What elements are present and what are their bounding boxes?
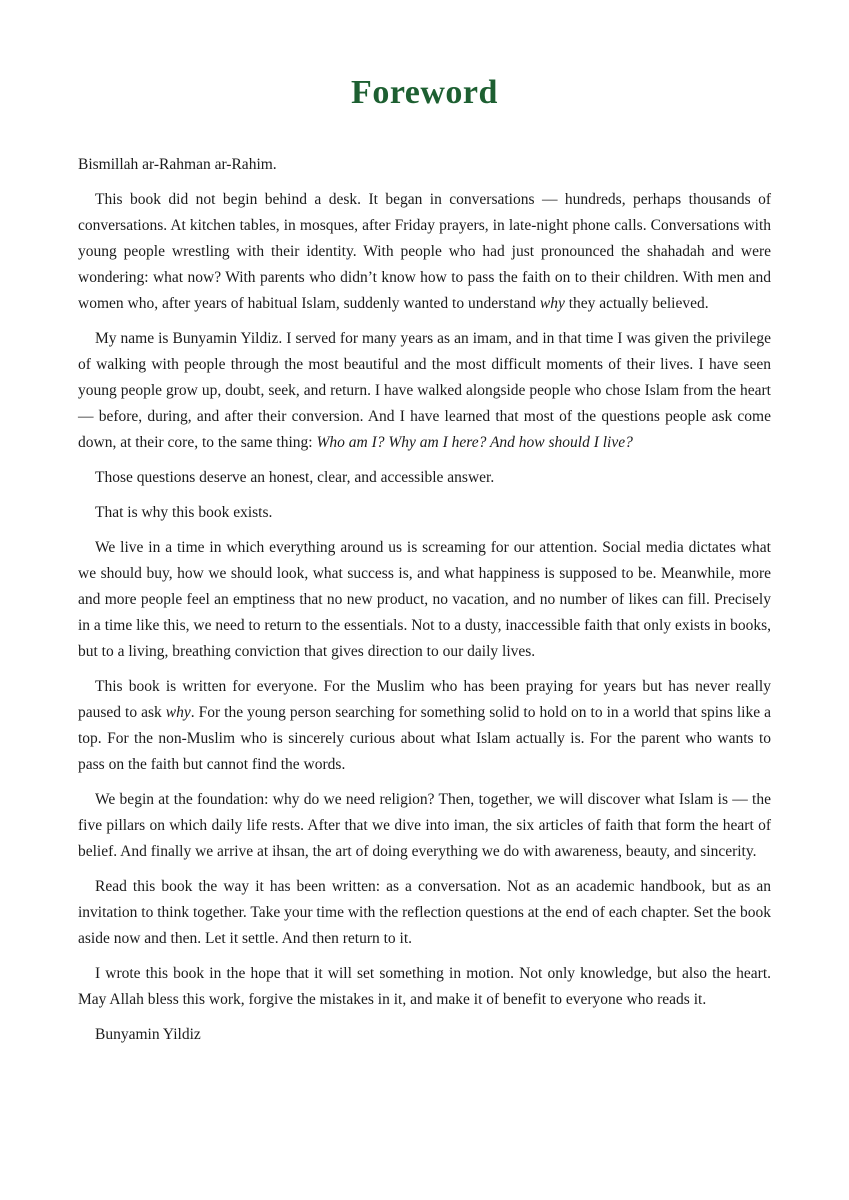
page-title: Foreword xyxy=(351,74,498,111)
paragraph xyxy=(78,874,771,952)
paragraphs xyxy=(78,187,771,1013)
author-signature: Bunyamin Yildiz xyxy=(95,1026,201,1043)
paragraph xyxy=(78,326,771,456)
paragraph xyxy=(78,465,771,491)
text-run: We begin at the foundation: why do we need religion? Then, together, we will discover what Islam is — the five pillars on which daily life rests. After that we dive into iman, the six articles of faith that form the heart of belief. And finally we arrive at ihsan, the art of doing everything we do with awareness, beauty, and sincerity. xyxy=(78,791,771,860)
italic-text-run: why xyxy=(165,704,191,721)
paragraph xyxy=(78,500,771,526)
italic-text-run: Who am I? Why am I here? And how should I live? xyxy=(316,434,633,451)
text-run: We live in a time in which everything around us is screaming for our attention. Social media dictates what we should buy, how we should look, what success is, and what happiness is supposed to be. Meanwhile, more and more people feel an emptiness that no new product, no vacation, and no number of likes can fill. Precisely in a time like this, we need to return to the essentials. Not to a dusty, inaccessible faith that only exists in books, but to a living, breathing conviction that gives direction to our daily lives. xyxy=(78,539,771,660)
text-run: My name is Bunyamin Yildiz. I served for many years as an imam, and in that time I was given the privilege of walking with people through the most beautiful and the most difficult moments of their lives. I have seen young people grow up, doubt, seek, and return. I have walked alongside people who chose Islam from the heart — before, during, and after their conversion. And I have learned that most of the questions people ask come down, at their core, to the same thing: xyxy=(78,330,771,451)
text-run: This book did not begin behind a desk. It began in conversations — hundreds, perhaps thousands of conversations. At kitchen tables, in mosques, after Friday prayers, in late-night phone calls. Conversations with young people wrestling with their identity. With people who had just pronounced the shahadah and were wondering: what now? With parents who didn’t know how to pass the faith on to their children. With men and women who, after years of habitual Islam, suddenly wanted to understand xyxy=(78,191,771,312)
italic-text-run: why xyxy=(539,295,565,312)
text-run: . For the young person searching for something solid to hold on to in a world that spins like a top. For the non-Muslim who is sincerely curious about what Islam actually is. For the parent who wants to pass on the faith but cannot find the words. xyxy=(78,704,771,773)
paragraph xyxy=(78,961,771,1013)
paragraph xyxy=(78,187,771,317)
text-run: That is why this book exists. xyxy=(95,504,273,521)
opening-line: Bismillah ar-Rahman ar-Rahim. xyxy=(78,156,277,173)
paragraph xyxy=(78,535,771,665)
text-run: This book is written for everyone. For the Muslim who has been praying for years but has never really paused to ask xyxy=(78,678,771,721)
paragraph xyxy=(78,787,771,865)
text-run: Those questions deserve an honest, clear, and accessible answer. xyxy=(95,469,495,486)
text-run: Read this book the way it has been written: as a conversation. Not as an academic handbook, but as an invitation to think together. Take your time with the reflection questions at the end of each chapter. Set the book aside now and then. Let it settle. And then return to it. xyxy=(78,878,771,947)
text-run: they actually believed. xyxy=(564,295,709,312)
foreword-content xyxy=(78,152,771,1048)
text-run: I wrote this book in the hope that it will set something in motion. Not only knowledge, but also the heart. May Allah bless this work, forgive the mistakes in it, and make it of benefit to everyone who reads it. xyxy=(78,965,771,1008)
paragraph xyxy=(78,674,771,778)
